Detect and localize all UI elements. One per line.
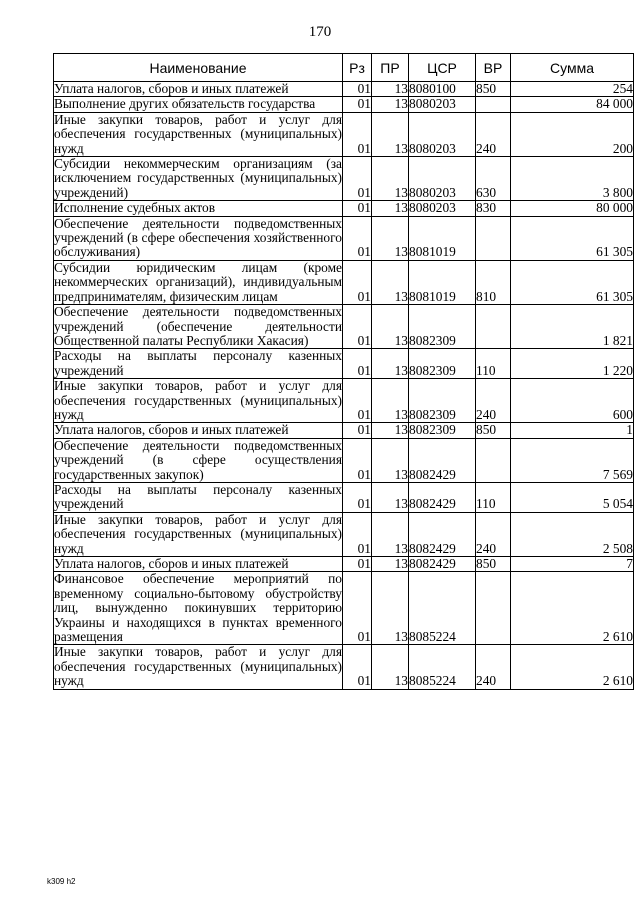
- cell-sum: 84 000: [511, 97, 634, 112]
- cell-vr: 850: [476, 82, 511, 97]
- cell-name: Субсидии некоммерческим организациям (за исключением государственных (муниципальных) учреждений): [54, 156, 342, 200]
- header-rz: Рз: [343, 54, 372, 82]
- cell-vr: 240: [476, 379, 511, 423]
- table-row: [54, 379, 634, 423]
- cell-csr: 8082429: [409, 438, 476, 482]
- cell-rz: 01: [343, 423, 372, 438]
- table-row: [54, 97, 634, 112]
- cell-vr: 850: [476, 423, 511, 438]
- cell-vr: [476, 572, 511, 645]
- table-body: [54, 82, 634, 690]
- cell-sum: 600: [511, 379, 634, 423]
- cell-pr: 13: [372, 201, 409, 216]
- cell-name: Иные закупки товаров, работ и услуг для обеспечения государственных (муниципальных) нужд: [54, 644, 342, 689]
- cell-csr: 8082309: [409, 349, 476, 379]
- cell-pr: 13: [372, 645, 409, 689]
- footer-code: k309 h2: [47, 877, 76, 886]
- cell-pr: 13: [372, 482, 409, 512]
- header-name: Наименование: [54, 54, 343, 82]
- table-row: [54, 216, 634, 260]
- cell-name: Иные закупки товаров, работ и услуг для обеспечения государственных (муниципальных) нужд: [54, 111, 342, 156]
- cell-csr: 8082309: [409, 379, 476, 423]
- cell-pr: 13: [372, 438, 409, 482]
- cell-sum: 7: [511, 557, 634, 572]
- cell-csr: 8082429: [409, 557, 476, 572]
- cell-name: Исполнение судебных актов: [54, 201, 343, 216]
- cell-vr: [476, 97, 511, 112]
- cell-sum: 61 305: [511, 260, 634, 304]
- cell-name: Финансовое обеспечение мероприятий по временному социально-бытовому обустройству лиц, вынужденно покинувших территорию Украины и находящихся в пунктах временного размещения: [54, 571, 342, 645]
- cell-vr: 240: [476, 112, 511, 156]
- cell-csr: 8080203: [409, 157, 476, 201]
- cell-rz: 01: [343, 482, 372, 512]
- cell-vr: 240: [476, 512, 511, 556]
- cell-rz: 01: [343, 349, 372, 379]
- cell-sum: 3 800: [511, 157, 634, 201]
- cell-vr: 850: [476, 557, 511, 572]
- cell-sum: 2 508: [511, 512, 634, 556]
- table-row: [54, 260, 634, 304]
- cell-name: Уплата налогов, сборов и иных платежей: [54, 82, 343, 97]
- cell-csr: 8082429: [409, 512, 476, 556]
- table-row: [54, 512, 634, 556]
- cell-name: Выполнение других обязательств государства: [54, 97, 343, 112]
- cell-vr: 110: [476, 349, 511, 379]
- cell-name: Иные закупки товаров, работ и услуг для обеспечения государственных (муниципальных) нужд: [54, 378, 342, 422]
- cell-csr: 8085224: [409, 645, 476, 689]
- cell-vr: 240: [476, 645, 511, 689]
- table-row: [54, 305, 634, 349]
- cell-sum: 7 569: [511, 438, 634, 482]
- cell-csr: 8080203: [409, 112, 476, 156]
- cell-rz: 01: [343, 379, 372, 423]
- cell-pr: 13: [372, 112, 409, 156]
- cell-rz: 01: [343, 438, 372, 482]
- table-row: [54, 112, 634, 156]
- cell-vr: 110: [476, 482, 511, 512]
- cell-rz: 01: [343, 260, 372, 304]
- cell-name: Обеспечение деятельности подведомственных учреждений (в сфере осуществления государственных закупок): [54, 437, 342, 482]
- header-vr: ВР: [476, 54, 511, 82]
- cell-sum: 2 610: [511, 645, 634, 689]
- cell-pr: 13: [372, 379, 409, 423]
- cell-pr: 13: [372, 82, 409, 97]
- cell-sum: 1 821: [511, 305, 634, 349]
- table-row: [54, 157, 634, 201]
- cell-csr: 8080100: [409, 82, 476, 97]
- cell-csr: 8082429: [409, 482, 476, 512]
- cell-sum: 61 305: [511, 216, 634, 260]
- table-row: [54, 201, 634, 216]
- cell-rz: 01: [343, 512, 372, 556]
- cell-name: Уплата налогов, сборов и иных платежей: [54, 557, 343, 572]
- cell-rz: 01: [343, 572, 372, 645]
- table-row: [54, 645, 634, 689]
- cell-rz: 01: [343, 97, 372, 112]
- page-number: 170: [308, 24, 332, 40]
- header-pr: ПР: [372, 54, 409, 82]
- cell-name: Расходы на выплаты персоналу казенных учреждений: [54, 481, 342, 512]
- cell-csr: 8080203: [409, 201, 476, 216]
- cell-name: Субсидии юридическим лицам (кроме некоммерческих организаций), индивидуальным предпринимателям, физическим лицам: [54, 259, 342, 304]
- cell-pr: 13: [372, 305, 409, 349]
- cell-pr: 13: [372, 260, 409, 304]
- cell-csr: 8081019: [409, 260, 476, 304]
- cell-rz: 01: [343, 216, 372, 260]
- table-row: [54, 557, 634, 572]
- cell-name: Расходы на выплаты персоналу казенных учреждений: [54, 348, 342, 378]
- table-row: [54, 82, 634, 97]
- cell-csr: 8082309: [409, 423, 476, 438]
- cell-pr: 13: [372, 349, 409, 379]
- cell-vr: 830: [476, 201, 511, 216]
- cell-pr: 13: [372, 423, 409, 438]
- table-row: [54, 482, 634, 512]
- cell-pr: 13: [372, 557, 409, 572]
- cell-vr: 630: [476, 157, 511, 201]
- cell-sum: 5 054: [511, 482, 634, 512]
- cell-sum: 1 220: [511, 349, 634, 379]
- table-row: [54, 572, 634, 645]
- cell-sum: 200: [511, 112, 634, 156]
- cell-pr: 13: [372, 97, 409, 112]
- cell-sum: 1: [511, 423, 634, 438]
- cell-sum: 2 610: [511, 572, 634, 645]
- table-row: [54, 349, 634, 379]
- cell-name: Иные закупки товаров, работ и услуг для обеспечения государственных (муниципальных) нужд: [54, 511, 342, 556]
- header-csr: ЦСР: [409, 54, 476, 82]
- cell-sum: 254: [511, 82, 634, 97]
- cell-rz: 01: [343, 157, 372, 201]
- cell-pr: 13: [372, 157, 409, 201]
- cell-name: Обеспечение деятельности подведомственных учреждений (обеспечение деятельности Общественной палаты Республики Хакасия): [54, 304, 342, 348]
- cell-name: Обеспечение деятельности подведомственных учреждений (в сфере обеспечения хозяйственного обслуживания): [54, 215, 342, 260]
- cell-vr: [476, 305, 511, 349]
- cell-vr: 810: [476, 260, 511, 304]
- cell-pr: 13: [372, 512, 409, 556]
- cell-pr: 13: [372, 216, 409, 260]
- table-row: [54, 438, 634, 482]
- cell-csr: 8085224: [409, 572, 476, 645]
- cell-vr: [476, 216, 511, 260]
- cell-sum: 80 000: [511, 201, 634, 216]
- cell-rz: 01: [343, 201, 372, 216]
- cell-rz: 01: [343, 305, 372, 349]
- table-row: [54, 423, 634, 438]
- cell-csr: 8080203: [409, 97, 476, 112]
- cell-rz: 01: [343, 557, 372, 572]
- cell-rz: 01: [343, 645, 372, 689]
- cell-pr: 13: [372, 572, 409, 645]
- cell-name: Уплата налогов, сборов и иных платежей: [54, 423, 343, 438]
- budget-table: [53, 53, 634, 690]
- table-header: [54, 54, 634, 82]
- cell-rz: 01: [343, 82, 372, 97]
- cell-rz: 01: [343, 112, 372, 156]
- cell-csr: 8082309: [409, 305, 476, 349]
- cell-vr: [476, 438, 511, 482]
- header-sum: Сумма: [511, 54, 634, 82]
- cell-csr: 8081019: [409, 216, 476, 260]
